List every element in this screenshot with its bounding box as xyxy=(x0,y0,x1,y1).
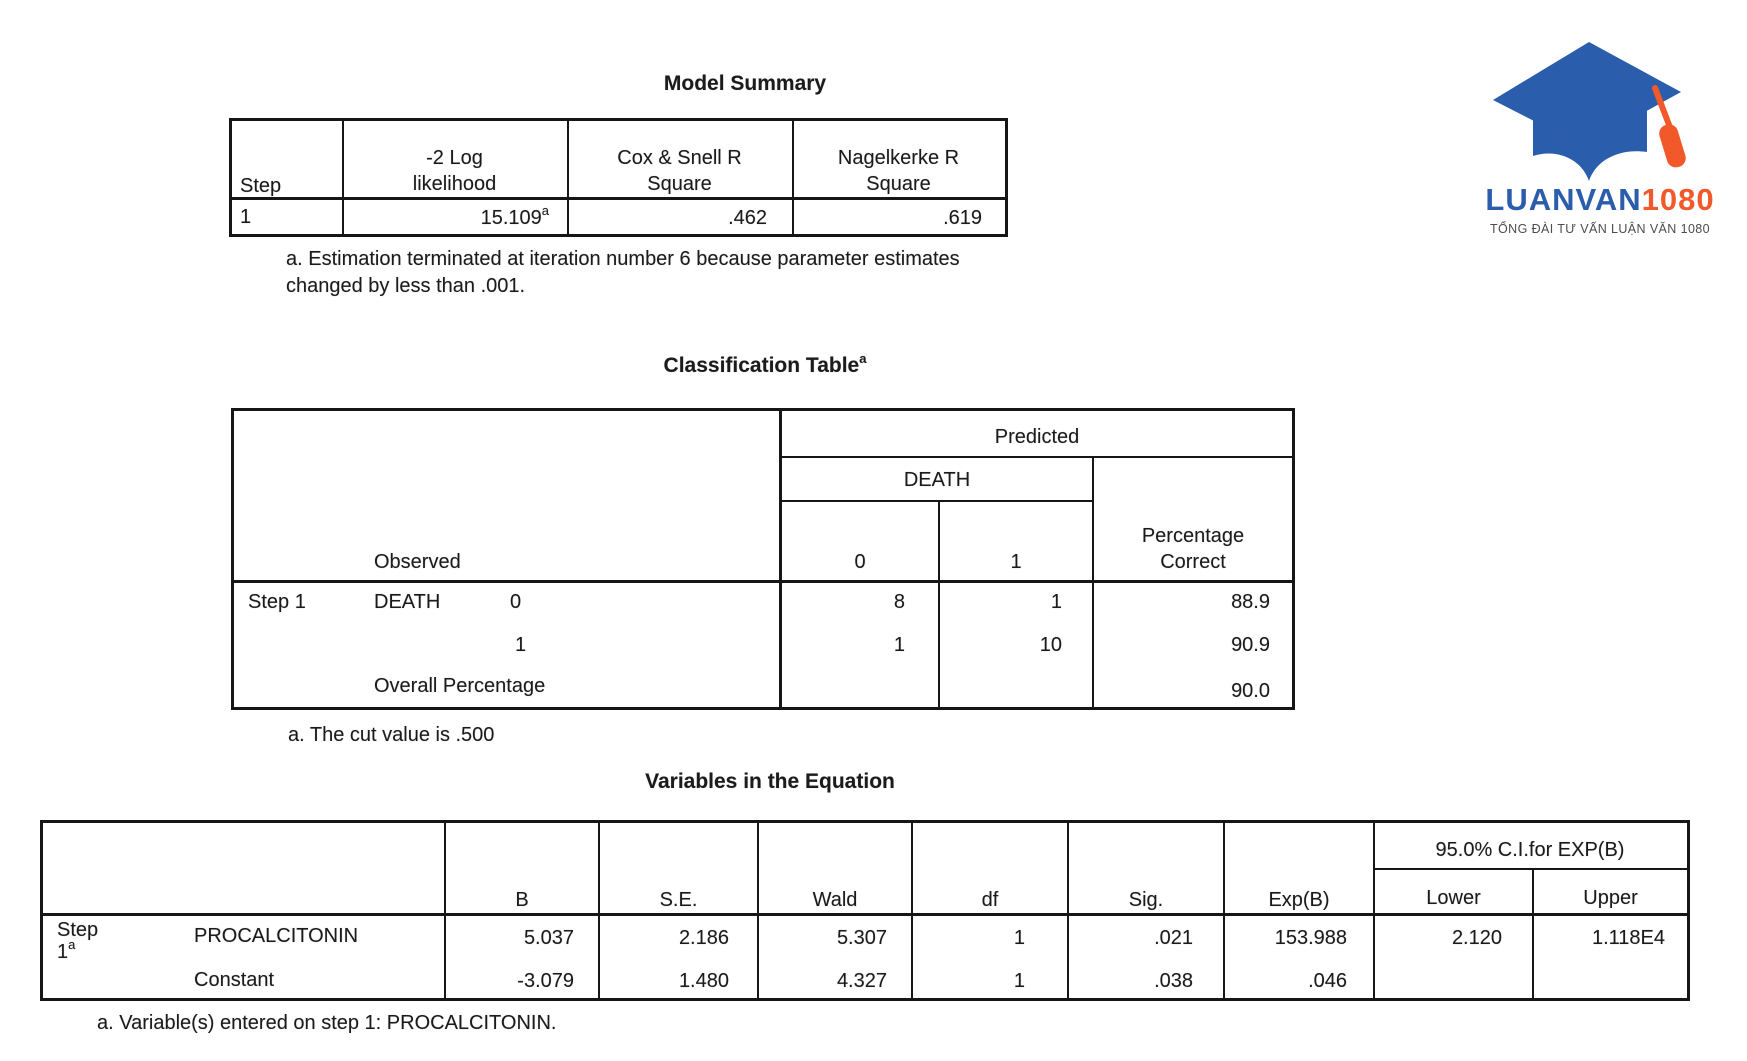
col-header-b: B xyxy=(515,889,529,911)
row-level-label: 0 xyxy=(510,591,522,613)
col-header-df: df xyxy=(981,889,999,911)
table-header-rule xyxy=(232,197,1005,200)
variables-title: Variables in the Equation xyxy=(645,770,895,793)
col-header-se: S.E. xyxy=(659,889,698,911)
col-header-loglik-line2: likelihood xyxy=(412,173,497,195)
brand-wordmark-primary: LUANVAN xyxy=(1485,182,1642,217)
step-number: 1 xyxy=(57,941,69,963)
col-header-wald: Wald xyxy=(812,889,858,911)
col-header-nagelkerke-line2: Square xyxy=(866,173,931,195)
classification-title-footnote-mark: a xyxy=(859,351,867,366)
observed-header: Observed xyxy=(374,551,461,573)
predicted-header: Predicted xyxy=(994,426,1080,448)
table-header-rule xyxy=(234,580,1292,583)
percentage-correct-line2: Correct xyxy=(1160,551,1226,573)
step-label-line2 xyxy=(57,937,98,963)
table-hline xyxy=(782,500,1092,502)
cell-df: 1 xyxy=(1013,970,1025,992)
col-header-loglik-line1: -2 Log xyxy=(426,147,483,169)
cell-se: 2.186 xyxy=(678,927,729,949)
cell-nagelkerke-value: .619 xyxy=(943,207,982,229)
row-group-label: DEATH xyxy=(374,591,441,613)
table-hline xyxy=(1373,868,1687,870)
cell-lower: 2.120 xyxy=(1451,927,1502,949)
variable-name: PROCALCITONIN xyxy=(194,925,359,947)
col-header-lower: Lower xyxy=(1426,887,1481,909)
cell-expb: .046 xyxy=(1308,970,1347,992)
row-step-label: Step 1 xyxy=(248,591,306,613)
variables-footnote: a. Variable(s) entered on step 1: PROCALCITONIN. xyxy=(97,1012,557,1034)
cell-sig: .038 xyxy=(1154,970,1193,992)
cell-b: 5.037 xyxy=(523,927,574,949)
cell-value: 1 xyxy=(1050,591,1062,613)
variables-table xyxy=(40,820,1690,1001)
cell-wald: 5.307 xyxy=(836,927,887,949)
classification-table xyxy=(231,408,1295,710)
table-header-rule xyxy=(43,913,1687,916)
cell-step-value: 1 xyxy=(240,206,252,228)
loglik-number: 15.109 xyxy=(480,207,542,229)
row-level-label: 1 xyxy=(515,634,527,656)
cell-df: 1 xyxy=(1013,927,1025,949)
cell-value: 90.9 xyxy=(1231,634,1270,656)
luanvan1080-logo xyxy=(1455,30,1745,245)
cell-value: 10 xyxy=(1039,634,1062,656)
col-header-sig: Sig. xyxy=(1128,889,1164,911)
cell-se: 1.480 xyxy=(678,970,729,992)
col0-header: 0 xyxy=(854,551,866,573)
step-label-line1: Step xyxy=(57,919,99,941)
step-footnote-mark: a xyxy=(68,937,76,953)
loglik-footnote-mark: a xyxy=(541,203,549,219)
col-header-step: Step xyxy=(240,175,282,197)
col-header-cox-line2: Square xyxy=(647,173,712,195)
cell-sig: .021 xyxy=(1154,927,1193,949)
brand-wordmark-accent: 1080 xyxy=(1641,182,1715,217)
cell-value: 90.0 xyxy=(1231,680,1270,702)
cell-value: 1 xyxy=(893,634,905,656)
death-header: DEATH xyxy=(903,469,971,491)
classification-title xyxy=(565,351,965,378)
brand-wordmark xyxy=(1455,182,1745,218)
col-header-cox-line1: Cox & Snell R xyxy=(617,147,742,169)
cell-b: -3.079 xyxy=(517,970,574,992)
col1-header: 1 xyxy=(1010,551,1022,573)
cell-value: 88.9 xyxy=(1231,591,1270,613)
cell-value: 8 xyxy=(893,591,905,613)
brand-tagline: TỔNG ĐÀI TƯ VẤN LUẬN VĂN 1080 xyxy=(1489,222,1711,236)
cell-loglik-value xyxy=(342,205,549,231)
model-summary-table xyxy=(229,118,1008,237)
ci-header: 95.0% C.I.for EXP(B) xyxy=(1435,839,1625,861)
model-summary-title: Model Summary xyxy=(663,72,827,95)
cell-wald: 4.327 xyxy=(836,970,887,992)
variable-name: Constant xyxy=(194,969,275,991)
classification-footnote: a. The cut value is .500 xyxy=(288,724,495,746)
cell-upper: 1.118E4 xyxy=(1591,927,1665,949)
col-header-upper: Upper xyxy=(1583,887,1638,909)
table-hline xyxy=(782,456,1292,458)
classification-title-text: Classification Table xyxy=(663,354,860,377)
percentage-correct-line1: Percentage xyxy=(1141,525,1245,547)
model-summary-footnote-line1: a. Estimation terminated at iteration number 6 because parameter estimates xyxy=(286,248,960,270)
overall-percentage-label: Overall Percentage xyxy=(374,675,546,697)
graduation-cap-icon xyxy=(1485,36,1695,186)
cell-cox-value: .462 xyxy=(728,207,767,229)
col-header-nagelkerke-line1: Nagelkerke R xyxy=(837,147,960,169)
cell-expb: 153.988 xyxy=(1274,927,1347,949)
col-header-expb: Exp(B) xyxy=(1268,889,1330,911)
model-summary-footnote-line2: changed by less than .001. xyxy=(286,275,526,297)
